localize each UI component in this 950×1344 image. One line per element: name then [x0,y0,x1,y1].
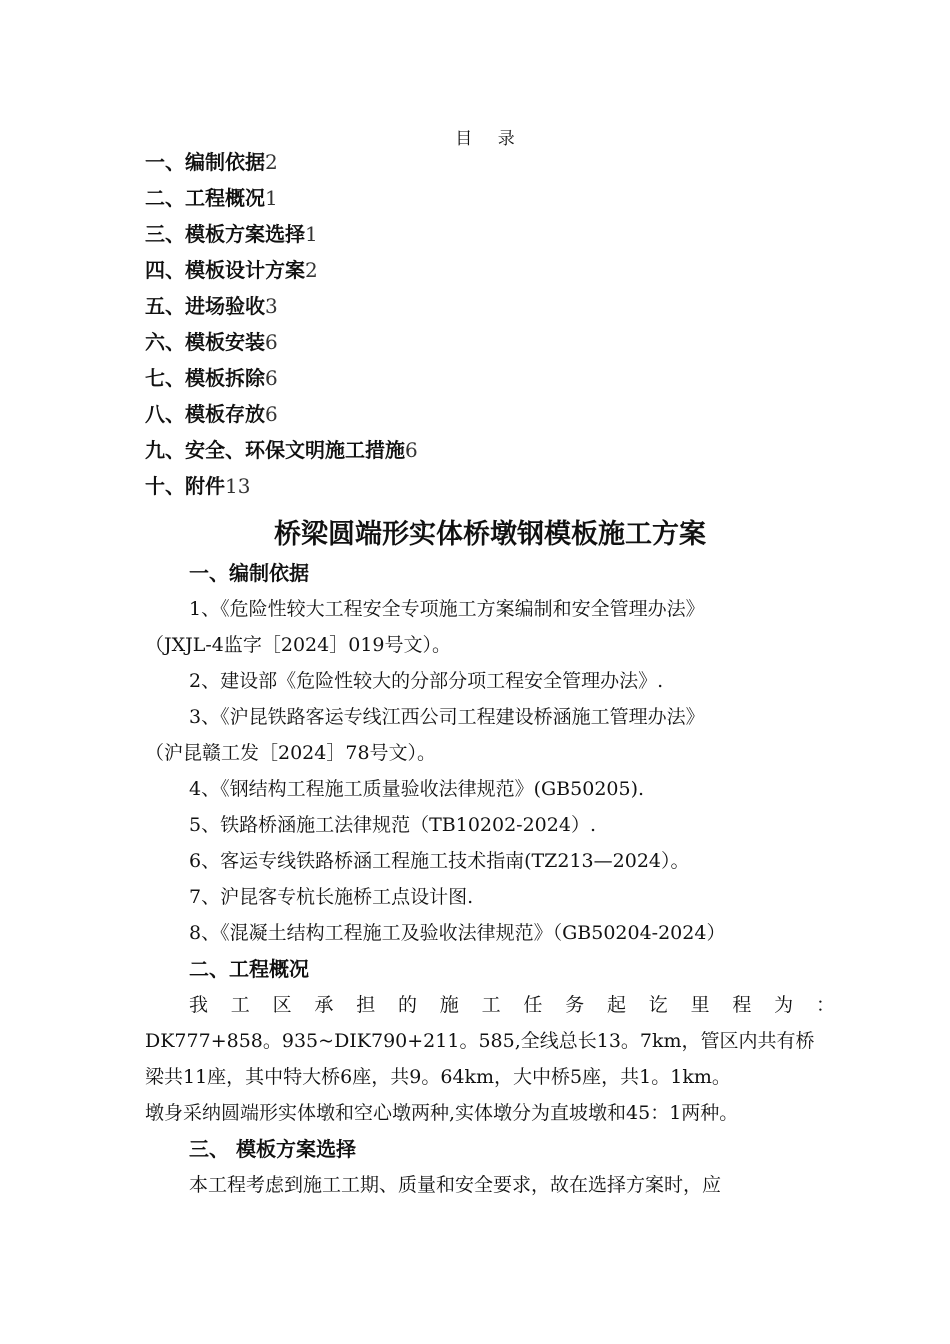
toc-item-page: 2 [265,150,278,174]
document-title: 桥梁圆端形实体桥墩钢模板施工方案 [274,519,706,550]
paragraph-line: 2、建设部《危险性较大的分部分项工程安全管理办法》. [189,670,664,692]
toc-item[interactable] [145,216,418,252]
paragraph-line: 3、《沪昆铁路客运专线江西公司工程建设桥涵施工管理办法》 [189,706,705,728]
toc-item-page: 13 [225,474,251,498]
toc-item-page: 1 [305,222,318,246]
table-of-contents [145,144,418,504]
paragraph-line: 墩身采纳圆端形实体墩和空心墩两种,实体墩分为直坡墩和45：1两种。 [145,1102,739,1124]
paragraph-line: （JXJL-4监字［2024］019号文）。 [145,634,452,656]
toc-item[interactable] [145,396,418,432]
toc-item-label: 六、模板安装 [145,330,265,354]
toc-item[interactable] [145,288,418,324]
toc-item-label: 三、模板方案选择 [145,222,305,246]
toc-item[interactable] [145,324,418,360]
section-heading: 一、编制依据 [189,561,309,585]
section-heading: 三、 模板方案选择 [189,1137,356,1161]
toc-item-label: 二、工程概况 [145,186,265,210]
toc-item-page: 3 [265,294,278,318]
section-heading: 二、工程概况 [189,957,309,981]
toc-item[interactable] [145,252,418,288]
paragraph-line: 梁共11座，其中特大桥6座，共9。64km，大中桥5座，共1。1km。 [145,1066,731,1088]
toc-item-label: 七、模板拆除 [145,366,265,390]
toc-item[interactable] [145,144,418,180]
paragraph-line: 5、铁路桥涵施工法律规范（TB10202-2024）. [189,814,596,836]
paragraph-line: 本工程考虑到施工工期、质量和安全要求，故在选择方案时，应 [189,1174,722,1196]
toc-title: 目 录 [455,129,525,149]
paragraph-line: 4、《钢结构工程施工质量验收法律规范》(GB50205). [189,778,645,800]
toc-item[interactable] [145,180,418,216]
toc-item-label: 九、安全、环保文明施工措施 [145,438,405,462]
paragraph-line: DK777+858。935~DIK790+211。585,全线总长13。7km，管区内共有桥 [145,1030,815,1052]
toc-item[interactable] [145,360,418,396]
paragraph-line: 6、客运专线铁路桥涵工程施工技术指南(TZ213—2024）。 [189,850,690,872]
toc-item-page: 6 [405,438,418,462]
paragraph-line: 8、《混凝土结构工程施工及验收法律规范》（GB50204-2024） [189,922,726,944]
paragraph-line: 1、《危险性较大工程安全专项施工方案编制和安全管理办法》 [189,598,705,620]
document-body [145,555,835,1203]
toc-item[interactable] [145,468,418,504]
paragraph-line: 7、沪昆客专杭长施桥工点设计图. [189,886,474,908]
toc-item-label: 五、进场验收 [145,294,265,318]
toc-item-label: 八、模板存放 [145,402,265,426]
toc-item-page: 2 [305,258,318,282]
paragraph-line: 我 工 区 承 担 的 施 工 任 务 起 讫 里 程 为 ： [189,994,835,1016]
paragraph-line: （沪昆赣工发［2024］78号文）。 [145,742,437,764]
toc-item-page: 6 [265,366,278,390]
toc-item-label: 十、附件 [145,474,225,498]
toc-item-label: 一、编制依据 [145,150,265,174]
toc-item-page: 1 [265,186,278,210]
toc-item-label: 四、模板设计方案 [145,258,305,282]
toc-item[interactable] [145,432,418,468]
toc-item-page: 6 [265,402,278,426]
toc-item-page: 6 [265,330,278,354]
